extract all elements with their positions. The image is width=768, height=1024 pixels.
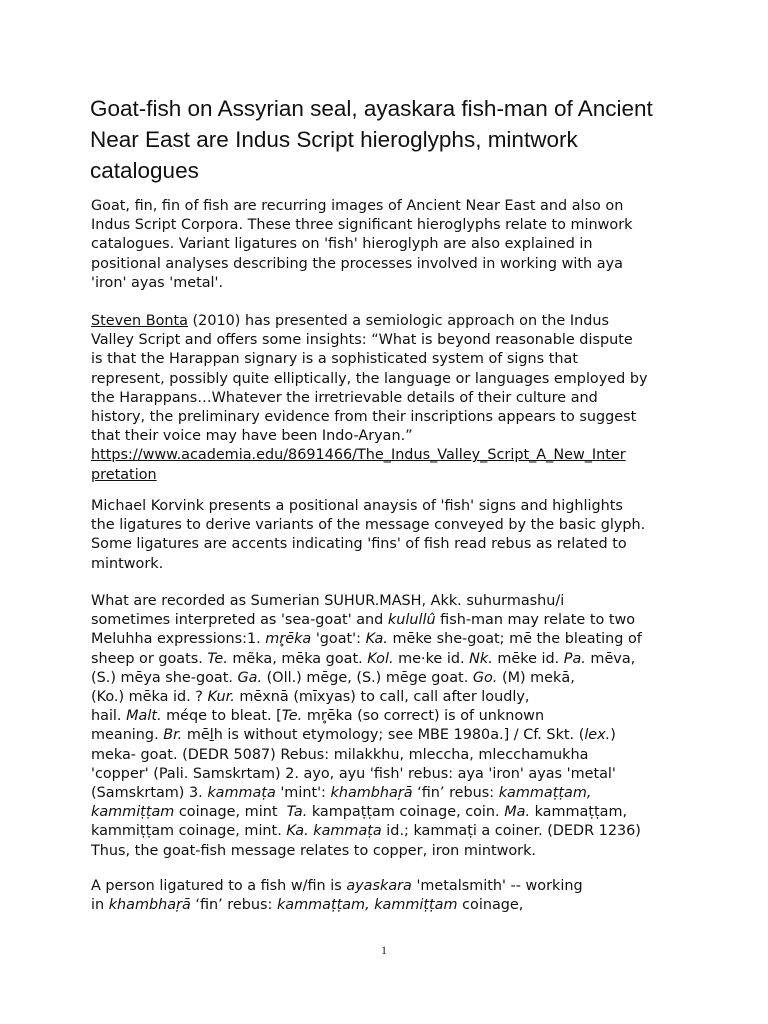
steven-bonta-link[interactable]: Steven Bonta [91, 313, 188, 329]
text-line: Indus Script Corpora. These three significant hieroglyphs relate to minwork [91, 217, 633, 234]
text-line: Valley Script and offers some insights: “What is beyond reasonable dispute [91, 332, 633, 349]
page-number: 1 [381, 943, 387, 957]
text-line: sometimes interpreted as 'sea-goat' and kulullû fish-man may relate to two [91, 612, 636, 629]
paragraph-korvink [91, 497, 691, 574]
text-line: is that the Harappan signary is a sophisticated system of signs that [91, 351, 578, 368]
title-line: catalogues [90, 158, 199, 183]
title-line: Goat-fish on Assyrian seal, ayaskara fish-man of Ancient [90, 96, 653, 121]
text-line: Some ligatures are accents indicating 'fins' of fish read rebus as related to [91, 536, 627, 553]
paragraph-sumerian [91, 592, 691, 861]
text-line: positional analyses describing the processes involved in working with aya [91, 255, 623, 272]
document-title [90, 93, 690, 186]
text-line: that their voice may have been Indo-Aryan.” [91, 428, 413, 445]
text-line: the ligatures to derive variants of the message conveyed by the basic glyph. [91, 517, 646, 534]
text-line: What are recorded as Sumerian SUHUR.MASH, Akk. suhurmashu/i [91, 593, 565, 609]
text-line: (S.) mēya she-goat. Ga. (Oll.) mēge, (S.) mēge goat. Go. (M) mekā, [91, 669, 575, 686]
title-line: Near East are Indus Script hieroglyphs, mintwork [90, 127, 578, 152]
text-line: A person ligatured to a fish w/fin is ayaskara 'metalsmith' -- working [91, 878, 583, 894]
text-line: sheep or goats. Te. mẽka, mēka goat. Kol. me·ke id. Nk. mēke id. Pa. mēva, [91, 650, 636, 667]
text-line: mintwork. [91, 555, 164, 572]
academia-url-link[interactable]: https://www.academia.edu/8691466/The_Indus_Valley_Script_A_New_Inter [91, 447, 626, 464]
text-line: hail. Malt. méqe to bleat. [Te. mr̥ēka (so correct) is of unknown [91, 708, 545, 725]
text-line: (Ko.) mēka id. ? Kur. mēxnā (mīxyas) to call, call after loudly, [91, 689, 530, 706]
text-line: kammiṭṭam coinage, mint Ta. kampaṭṭam coinage, coin. Ma. kammaṭṭam, [91, 804, 628, 821]
text-line: represent, possibly quite elliptically, the language or languages employed by [91, 370, 648, 387]
text-line: Michael Korvink presents a positional anaysis of 'fish' signs and highlights [91, 498, 623, 514]
text-line: Meluhha expressions:1. mr̥ēka 'goat': Ka. mēke she-goat; mē the bleating of [91, 631, 642, 648]
text-run: (2010) has presented a semiologic approach on the Indus [187, 313, 609, 329]
text-line: 'iron' ayas 'metal'. [91, 274, 224, 291]
academia-url-link-continued[interactable]: pretation [91, 466, 157, 483]
text-line: Goat, fin, fin of fish are recurring images of Ancient Near East and also on [91, 198, 624, 214]
paragraph-bonta [91, 312, 691, 485]
text-line: the Harappans…Whatever the irretrievable details of their culture and [91, 389, 598, 406]
text-line: history, the preliminary evidence from their inscriptions appears to suggest [91, 409, 637, 426]
text-line [91, 312, 691, 331]
text-line: 'copper' (Pali. Samskrtam) 2. ayo, ayu 'fish' rebus: aya 'iron' ayas 'metal' [91, 765, 616, 782]
text-line: kammiṭṭam coinage, mint. Ka. kammaṭa id.; kammaṭi a coiner. (DEDR 1236) [91, 823, 641, 840]
text-line: (Samskrtam) 3. kammaṭa 'mint': khambhaṛā ‘fin’ rebus: kammaṭṭam, [91, 785, 592, 802]
text-line: Thus, the goat-fish message relates to copper, iron mintwork. [91, 842, 537, 859]
paragraph-ayaskara [91, 877, 691, 915]
text-line: catalogues. Variant ligatures on 'fish' hieroglyph are also explained in [91, 236, 593, 253]
text-line: in khambhaṛā ‘fin’ rebus: kammaṭṭam, kammiṭṭam coinage, [91, 897, 524, 914]
text-line: meka- goat. (DEDR 5087) Rebus: milakkhu, mleccha, mlecchamukha [91, 746, 589, 763]
paragraph-intro [91, 197, 691, 293]
text-line: meaning. Br. mēḻh is without etymology; see MBE 1980a.] / Cf. Skt. (lex.) [91, 727, 616, 744]
